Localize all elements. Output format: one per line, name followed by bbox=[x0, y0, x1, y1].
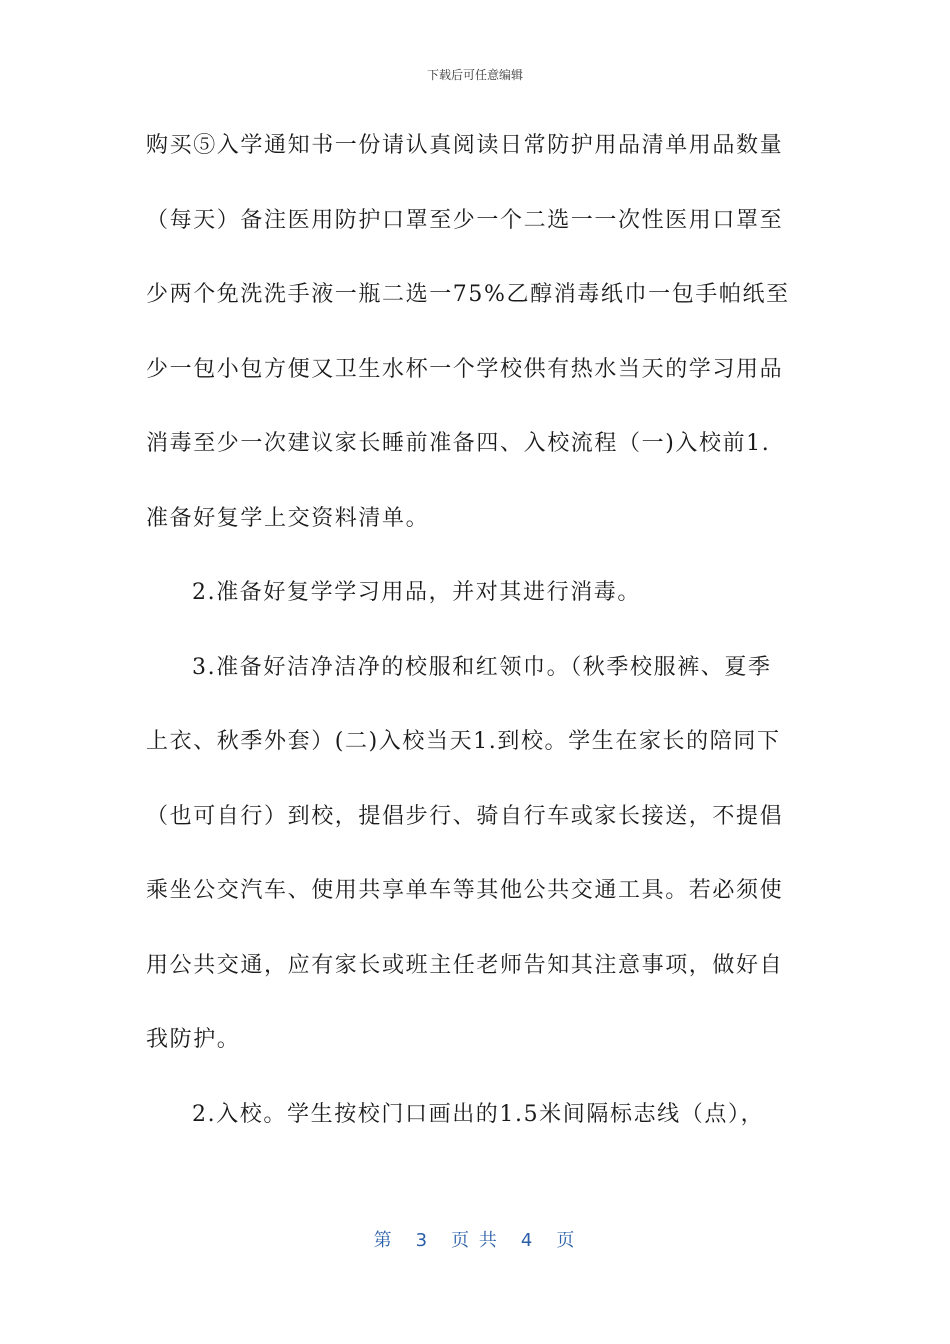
body-line: 少一包小包方便又卫生水杯一个学校供有热水当天的学习用品 bbox=[146, 356, 784, 382]
body-line: （每天）备注医用防护口罩至少一个二选一一次性医用口罩至 bbox=[146, 207, 784, 233]
body-line: 用公共交通，应有家长或班主任老师告知其注意事项，做好自 bbox=[146, 952, 784, 978]
body-line: 准备好复学上交资料清单。 bbox=[146, 505, 430, 531]
footer-label-ye: 页 bbox=[556, 1230, 577, 1251]
body-line: 乘坐公交汽车、使用共享单车等其他公共交通工具。若必须使 bbox=[146, 878, 784, 903]
body-line: 购买⑤入学通知书一份请认真阅读日常防护用品清单用品数量 bbox=[146, 133, 784, 158]
total-page-number: 4 bbox=[520, 1230, 535, 1251]
footer-label-ye-gong: 页 共 bbox=[451, 1230, 499, 1251]
body-line: 我防护。 bbox=[146, 1027, 241, 1052]
body-line: 少两个免洗洗手液一瓶二选一75%乙醇消毒纸巾一包手帕纸至 bbox=[146, 282, 790, 307]
page-footer bbox=[0, 1226, 950, 1252]
body-line: 上衣、秋季外套）(二)入校当天1.到校。学生在家长的陪同下 bbox=[146, 729, 781, 754]
page-header: 下载后可任意编辑 bbox=[426, 68, 523, 82]
body-line: 2.入校。学生按校门口画出的1.5米间隔标志线（点）， bbox=[192, 1101, 765, 1127]
body-line: 2.准备好复学学习用品，并对其进行消毒。 bbox=[192, 580, 641, 605]
body-line: （也可自行）到校，提倡步行、骑自行车或家长接送，不提倡 bbox=[146, 803, 784, 829]
body-line: 消毒至少一次建议家长睡前准备四、入校流程（一)入校前1. bbox=[146, 431, 771, 456]
document-body bbox=[146, 122, 806, 1165]
current-page-number: 3 bbox=[415, 1230, 430, 1251]
footer-label-di: 第 bbox=[373, 1230, 394, 1251]
body-line: 3.准备好洁净洁净的校服和红领巾。（秋季校服裤、夏季 bbox=[192, 654, 772, 680]
